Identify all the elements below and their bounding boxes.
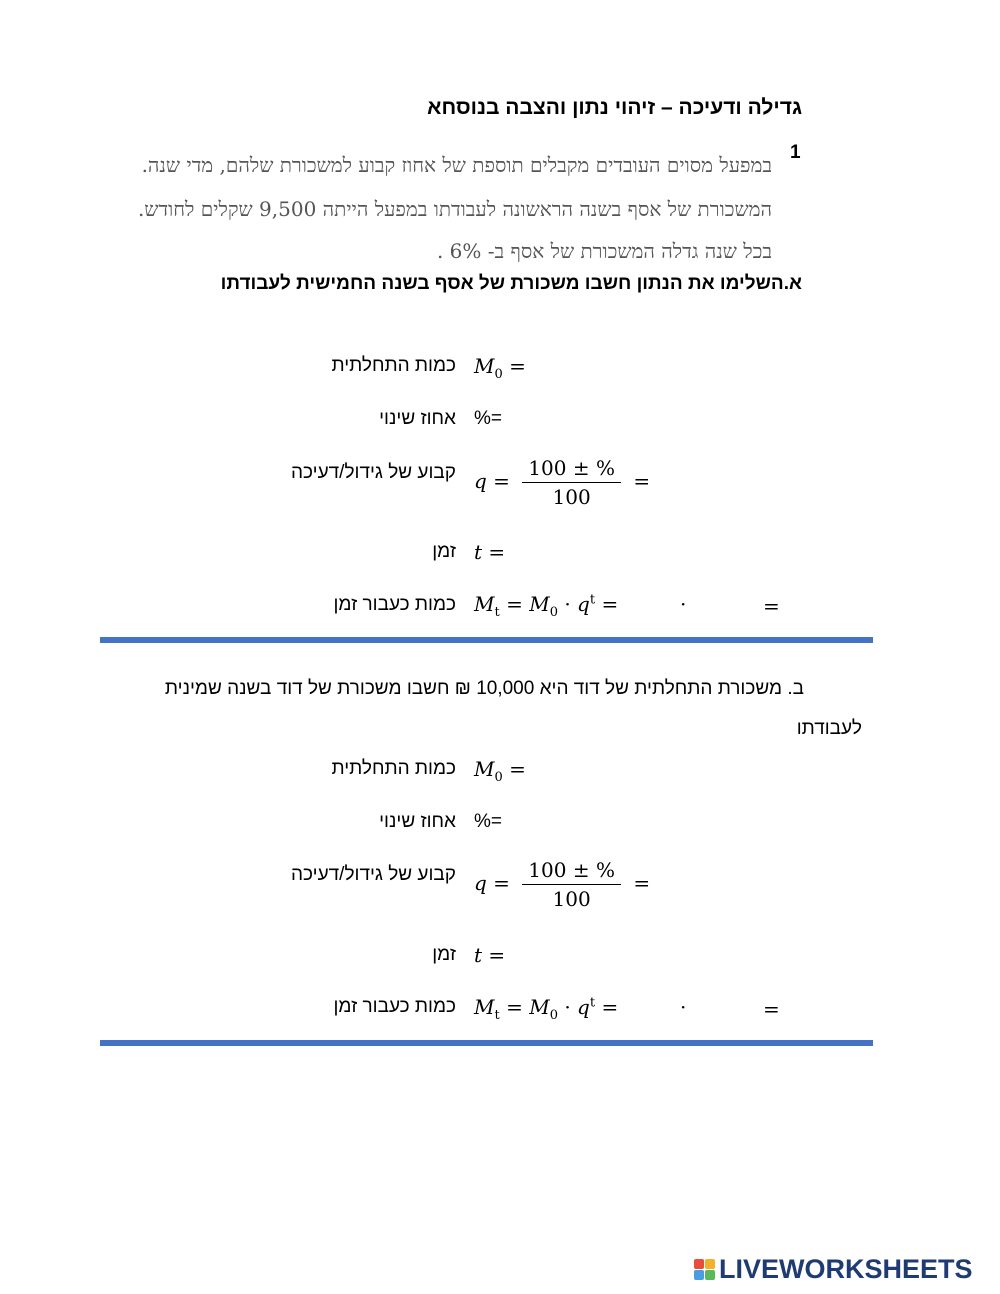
m0-formula: $M_0$ =	[474, 757, 526, 785]
mt-formula: $M_t = M_0 \cdot q^t$ =	[474, 592, 619, 620]
section-divider-b	[100, 1040, 873, 1046]
m0-formula: $M_0$ =	[474, 354, 526, 382]
label-initial-amount: כמות התחלתית	[331, 355, 456, 376]
label-time: זמן	[432, 541, 456, 562]
mt-blank-equals: =	[763, 997, 780, 1021]
problem-line-3: בכל שנה גדלה המשכורת של אסף ב- 6% .	[436, 239, 772, 263]
question-number: 1	[790, 142, 801, 163]
part-a-prompt: א.השלימו את הנתון חשבו משכורת של אסף בשנה החמישית לעבודתו	[220, 273, 802, 294]
logo-text: LIVEWORKSHEETS	[719, 1253, 973, 1284]
section-divider-a	[100, 637, 873, 643]
part-b-prompt-line-1: ב. משכורת התחלתית של דוד היא 10,000 ₪ חשבו משכורת של דוד בשנה שמינית	[164, 678, 804, 699]
page-title: גדילה ודעיכה – זיהוי נתון והצבה בנוסחא	[427, 96, 802, 119]
part-b-prompt-line-2: לעבודתו	[796, 718, 862, 739]
t-formula: t =	[474, 943, 506, 967]
mt-blank-equals: =	[763, 594, 780, 618]
problem-line-1: במפעל מסוים העובדים מקבלים תוספת של אחוז קבוע למשכורת שלהם, מדי שנה.	[141, 153, 772, 177]
label-amount-after-time: כמות כעבור זמן	[333, 996, 456, 1017]
t-formula: t =	[474, 540, 506, 564]
problem-line-2: המשכורת של אסף בשנה הראשונה לעבודתו במפעל הייתה 9,500 שקלים לחודש.	[137, 197, 772, 221]
percent-formula: %=	[474, 811, 502, 832]
label-initial-amount: כמות התחלתית	[331, 758, 456, 779]
label-time: זמן	[432, 944, 456, 965]
label-amount-after-time: כמות כעבור זמן	[333, 594, 456, 615]
label-percent-change: אחוז שינוי	[379, 408, 456, 429]
mt-formula: $M_t = M_0 \cdot q^t$ =	[474, 995, 619, 1023]
mt-blank-dot: ·	[680, 995, 687, 1019]
label-growth-constant: קבוע של גידול/דעיכה	[291, 864, 456, 885]
percent-formula: %=	[474, 408, 502, 429]
label-growth-constant: קבוע של גידול/דעיכה	[291, 462, 456, 483]
q-formula: q = $\frac{100 \pm \%}{100}$ =	[474, 456, 651, 509]
label-percent-change: אחוז שינוי	[379, 811, 456, 832]
q-formula: q = $\frac{100 \pm \%}{100}$ =	[474, 858, 651, 911]
logo-mark-icon	[694, 1259, 715, 1280]
mt-blank-dot: ·	[680, 592, 687, 616]
liveworksheets-logo	[694, 1254, 973, 1284]
